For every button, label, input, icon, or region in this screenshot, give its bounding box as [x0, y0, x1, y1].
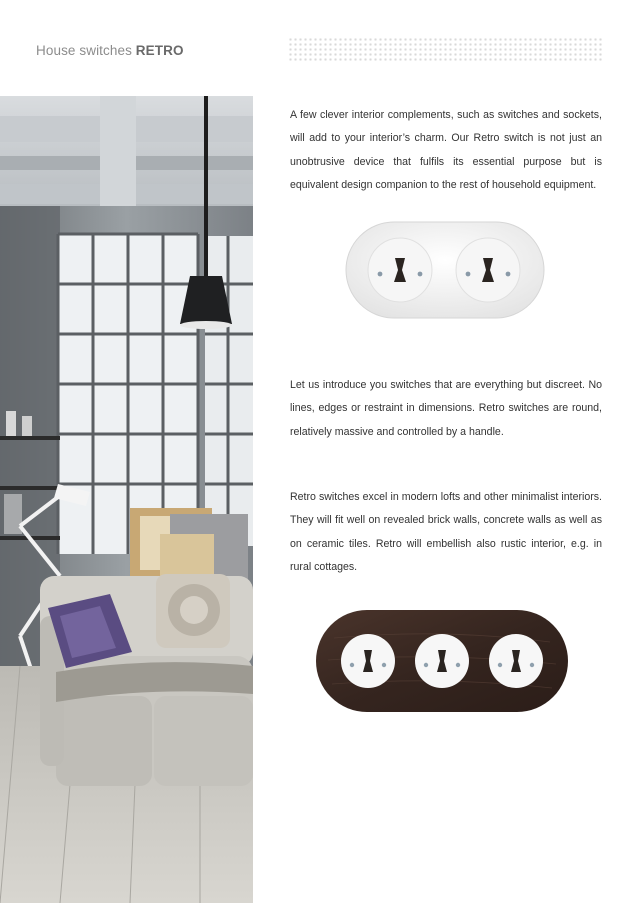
wood-triple-retro-switch-image	[314, 608, 570, 714]
intro-paragraph: A few clever interior complements, such as switches and sockets, will add to your interior’s charm. Our Retro switch is not just an unobtrusive device that fulfils its essential purpose but is equivalent design companion to the rest of household equipment.	[290, 109, 602, 192]
page-title-light: House switches	[36, 43, 136, 58]
third-paragraph: Retro switches excel in modern lofts and other minimalist interiors. They will fit well on revealed brick walls, concrete walls as well as on ceramic tiles. Retro will embellish also rustic interior, e.g. in rural cottages.	[290, 491, 602, 574]
interior-photo	[0, 96, 253, 903]
page-title	[36, 43, 184, 58]
dot-pattern-decoration	[288, 37, 604, 63]
white-double-retro-switch-image	[344, 220, 546, 320]
page-title-bold: RETRO	[135, 43, 184, 58]
second-paragraph: Let us introduce you switches that are everything but discreet. No lines, edges or restraint in dimensions. Retro switches are round, relatively massive and controlled by a handle.	[290, 379, 602, 438]
